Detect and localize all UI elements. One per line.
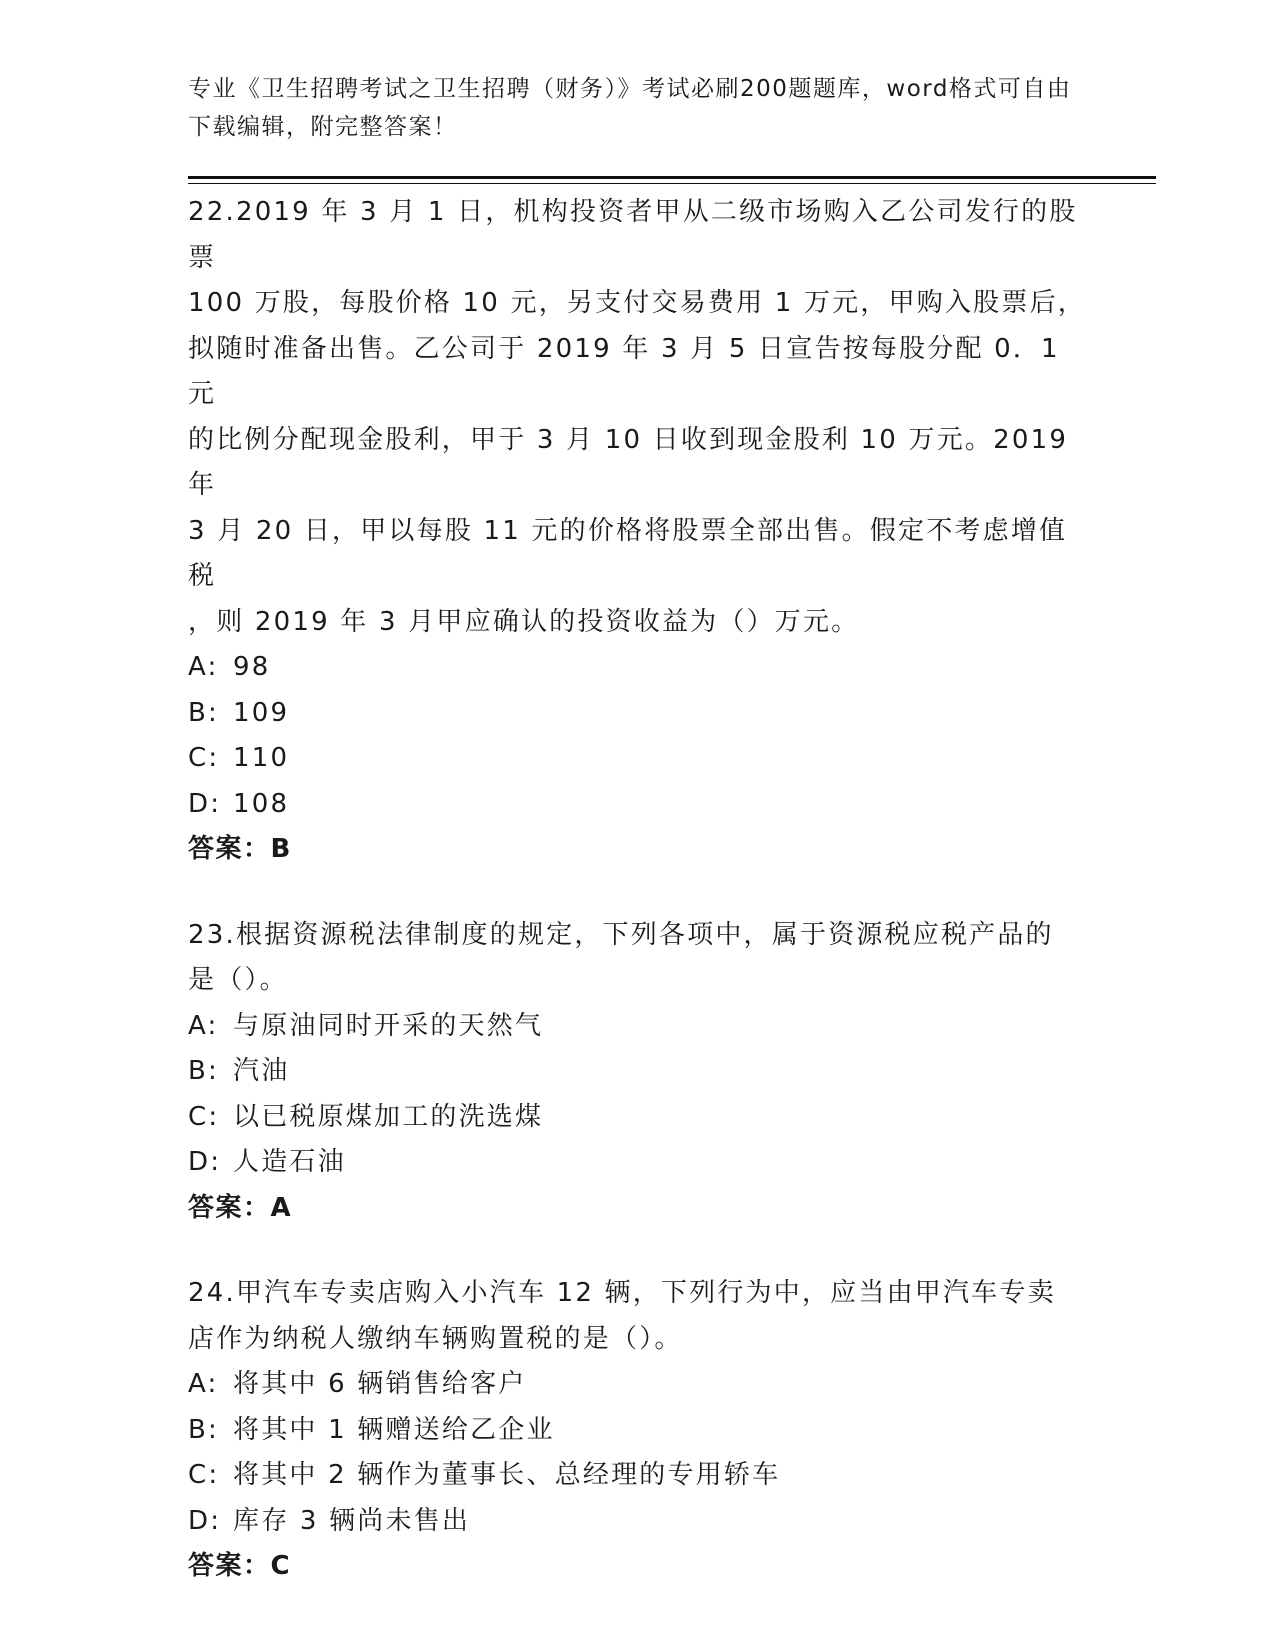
option-b	[188, 691, 1088, 737]
question-stem: 22.2019 年 3 月 1 日，机构投资者甲从二级市场购入乙公司发行的股票 100 万股，每股价格 10 元，另支付交易费用 1 万元，甲购入股票后， 拟随时准备出售。乙公司于 2019 年 3 月 5 日宣告按每股分配 0．1 元 的比例分配现金股利，甲于 3 月 10 日收到现金股利 10 万元。2019 年 3 月 20 日，甲以每股 11 元的价格将股票全部出售。假定不考虑增值税 ，则 2019 年 3 月甲应确认的投资收益为（）万元。	[188, 197, 1086, 637]
option-text: 库存 3 辆尚未售出	[233, 1505, 471, 1536]
option-b	[188, 1408, 1088, 1454]
option-d	[188, 1499, 1088, 1545]
option-a	[188, 1362, 1088, 1408]
option-label: B:	[188, 1414, 219, 1445]
option-label: A:	[188, 652, 219, 682]
option-d	[188, 1140, 1088, 1186]
option-label: B:	[188, 697, 219, 728]
option-b	[188, 1049, 1088, 1095]
question-22	[188, 190, 1088, 873]
option-label: A:	[188, 1369, 219, 1399]
option-label: C:	[188, 1101, 220, 1132]
option-text: 与原油同时开采的天然气	[233, 1010, 544, 1041]
option-label: D:	[188, 1147, 222, 1177]
option-label: C:	[188, 1460, 220, 1490]
option-text: 98	[233, 652, 271, 682]
option-text: 以已税原煤加工的洗选煤	[233, 1101, 544, 1132]
option-c	[188, 736, 1088, 782]
header-divider-thick	[188, 176, 1156, 179]
option-label: A:	[188, 1010, 219, 1041]
option-text: 110	[233, 743, 290, 773]
option-text: 将其中 6 辆销售给客户	[233, 1369, 527, 1399]
question-23	[188, 913, 1088, 1232]
option-d	[188, 782, 1088, 828]
question-list	[188, 190, 1088, 1630]
option-text: 人造石油	[233, 1147, 346, 1177]
option-c	[188, 1095, 1088, 1141]
document-header: 专业《卫生招聘考试之卫生招聘（财务）》考试必刷200题题库，word格式可自由下载编辑，附完整答案！	[188, 76, 1072, 140]
option-a	[188, 645, 1088, 691]
option-label: B:	[188, 1056, 219, 1086]
option-text: 108	[233, 788, 290, 819]
question-stem: 24.甲汽车专卖店购入小汽车 12 辆，下列行为中，应当由甲汽车专卖 店作为纳税人缴纳车辆购置税的是（）。	[188, 1278, 1056, 1354]
option-label: C:	[188, 743, 220, 773]
answer-line: 答案：C	[188, 1551, 292, 1581]
header-divider-thin	[188, 183, 1156, 184]
option-text: 将其中 1 辆赠送给乙企业	[233, 1414, 555, 1445]
option-label: D:	[188, 1505, 222, 1536]
answer-line: 答案：B	[188, 834, 292, 864]
answer-line: 答案：A	[188, 1192, 293, 1223]
option-text: 109	[233, 697, 290, 728]
question-stem: 23.根据资源税法律制度的规定，下列各项中，属于资源税应税产品的 是（）。	[188, 919, 1054, 995]
option-a	[188, 1004, 1088, 1050]
question-24	[188, 1271, 1088, 1590]
option-text: 汽油	[233, 1056, 290, 1086]
option-text: 将其中 2 辆作为董事长、总经理的专用轿车	[233, 1460, 781, 1490]
option-label: D:	[188, 788, 222, 819]
option-c	[188, 1453, 1088, 1499]
